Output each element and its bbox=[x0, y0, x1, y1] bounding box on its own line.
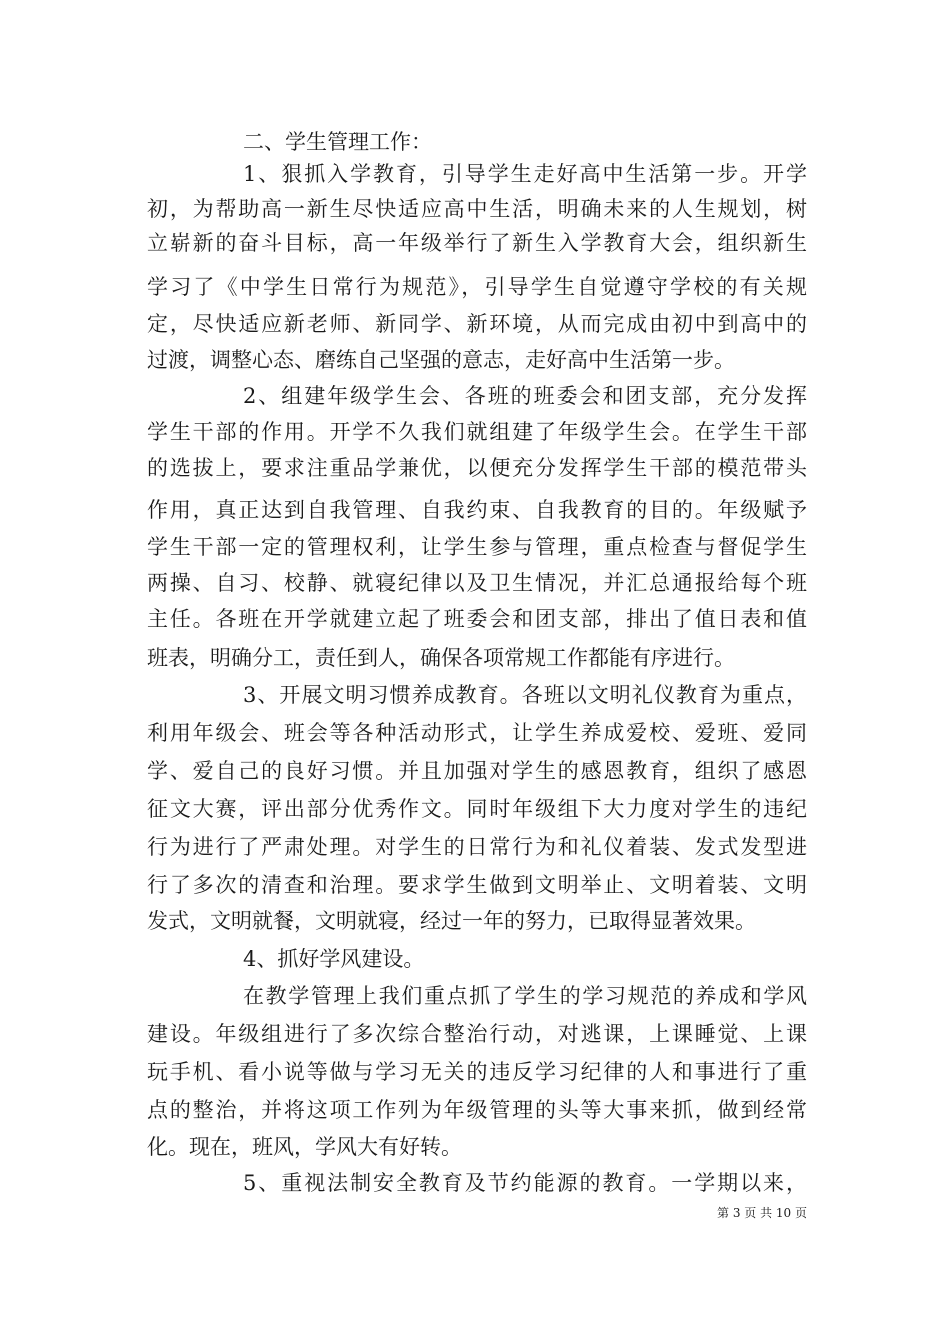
paragraph-line: 主任。各班在开学就建立起了班委会和团支部，排出了值日表和值 bbox=[147, 607, 807, 631]
paragraph-line: 1、狠抓入学教育，引导学生走好高中生活第一步。开学 bbox=[243, 162, 807, 186]
paragraph-line: 两操、自习、校静、就寝纪律以及卫生情况，并汇总通报给每个班 bbox=[147, 571, 807, 595]
paragraph-line: 过渡，调整心态、磨练自己坚强的意志，走好高中生活第一步。 bbox=[147, 348, 735, 372]
paragraph-line: 的选拔上，要求注重品学兼优，以便充分发挥学生干部的模范带头 bbox=[147, 456, 807, 480]
paragraph-line: 3、开展文明习惯养成教育。各班以文明礼仪教育为重点， bbox=[243, 683, 807, 707]
paragraph-line: 利用年级会、班会等各种活动形式，让学生养成爱校、爱班、爱同 bbox=[147, 721, 807, 745]
paragraph-line: 化。现在，班风，学风大有好转。 bbox=[147, 1135, 462, 1159]
paragraph-line: 班表，明确分工，责任到人，确保各项常规工作都能有序进行。 bbox=[147, 646, 735, 670]
paragraph-line: 学、爱自己的良好习惯。并且加强对学生的感恩教育，组织了感恩 bbox=[147, 759, 807, 783]
paragraph-line: 学习了《中学生日常行为规范》，引导学生自觉遵守学校的有关规 bbox=[147, 275, 807, 299]
paragraph-line: 立崭新的奋斗目标，高一年级举行了新生入学教育大会，组织新生 bbox=[147, 231, 807, 255]
paragraph-line: 在教学管理上我们重点抓了学生的学习规范的养成和学风 bbox=[243, 984, 807, 1008]
paragraph-line: 2、组建年级学生会、各班的班委会和团支部，充分发挥 bbox=[243, 384, 807, 408]
page-number: 第 3 页 共 10 页 bbox=[717, 1206, 807, 1220]
paragraph-line: 建设。年级组进行了多次综合整治行动，对逃课，上课睡觉、上课 bbox=[147, 1022, 807, 1046]
paragraph-line: 定，尽快适应新老师、新同学、新环境，从而完成由初中到高中的 bbox=[147, 312, 807, 336]
paragraph-line: 行为进行了严肃处理。对学生的日常行为和礼仪着装、发式发型进 bbox=[147, 835, 807, 859]
paragraph-line: 学生干部的作用。开学不久我们就组建了年级学生会。在学生干部 bbox=[147, 420, 807, 444]
paragraph-line: 玩手机、看小说等做与学习无关的违反学习纪律的人和事进行了重 bbox=[147, 1060, 807, 1084]
paragraph-line: 征文大赛，评出部分优秀作文。同时年级组下大力度对学生的违纪 bbox=[147, 797, 807, 821]
section-heading: 4、抓好学风建设。 bbox=[243, 947, 425, 971]
paragraph-line: 学生干部一定的管理权利，让学生参与管理，重点检查与督促学生 bbox=[147, 535, 807, 559]
paragraph-line: 5、重视法制安全教育及节约能源的教育。一学期以来， bbox=[243, 1171, 807, 1195]
paragraph-line: 初，为帮助高一新生尽快适应高中生活，明确未来的人生规划，树 bbox=[147, 197, 807, 221]
paragraph-line: 行了多次的清查和治理。要求学生做到文明举止、文明着装、文明 bbox=[147, 873, 807, 897]
paragraph-line: 作用，真正达到自我管理、自我约束、自我教育的目的。年级赋予 bbox=[147, 498, 807, 522]
paragraph-line: 点的整治，并将这项工作列为年级管理的头等大事来抓，做到经常 bbox=[147, 1098, 807, 1122]
paragraph-line: 发式，文明就餐，文明就寝，经过一年的努力，已取得显著效果。 bbox=[147, 909, 756, 933]
section-heading: 二、学生管理工作： bbox=[243, 130, 432, 154]
